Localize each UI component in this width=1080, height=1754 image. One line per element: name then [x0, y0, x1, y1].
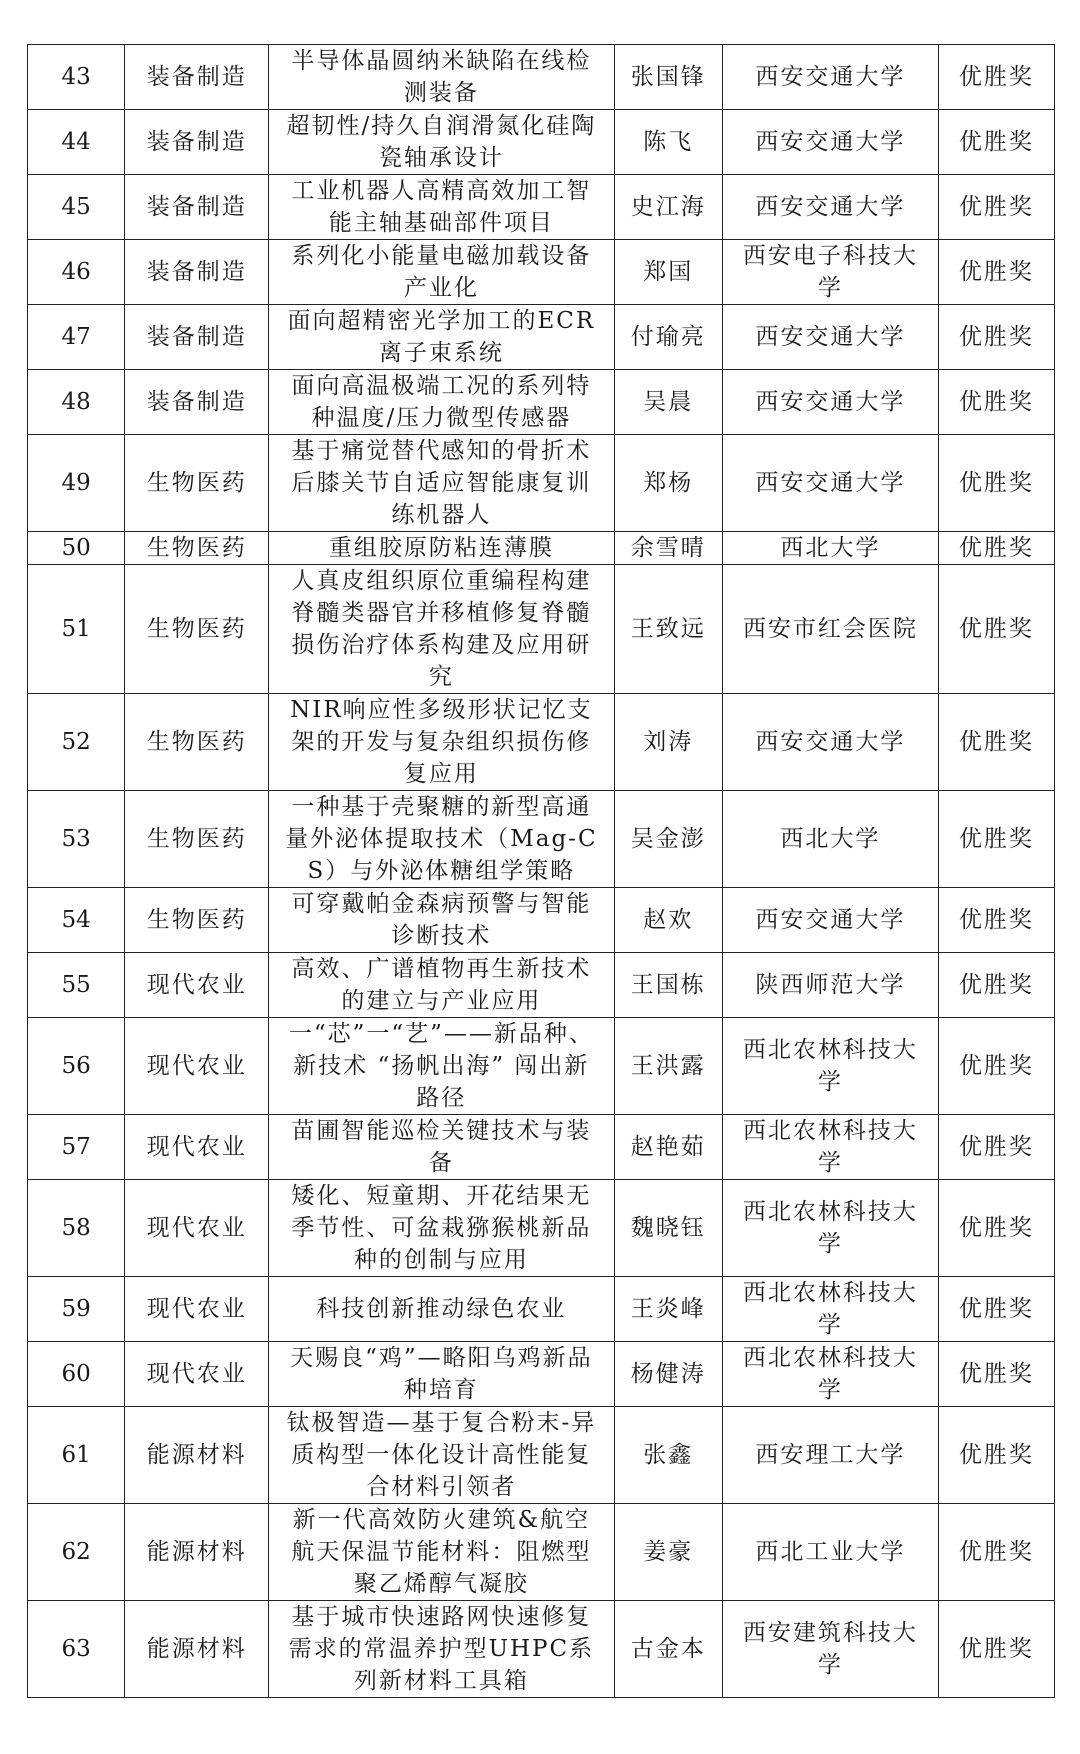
- organization-cell: 西安交通大学: [722, 45, 938, 110]
- table-row: [28, 240, 1055, 305]
- organization-cell: 西安电子科技大学: [722, 240, 938, 305]
- award-cell: 优胜奖: [938, 694, 1054, 791]
- leader-cell: 陈飞: [614, 110, 722, 175]
- table-row: [28, 1601, 1055, 1698]
- field-cell: 装备制造: [125, 240, 269, 305]
- organization-cell: 西北农林科技大学: [722, 1342, 938, 1407]
- field-cell: 生物医药: [125, 565, 269, 694]
- row-number: 44: [28, 110, 125, 175]
- table-row: [28, 370, 1055, 435]
- leader-cell: 赵欢: [614, 888, 722, 953]
- award-cell: 优胜奖: [938, 110, 1054, 175]
- table-row: [28, 305, 1055, 370]
- row-number: 48: [28, 370, 125, 435]
- field-cell: 能源材料: [125, 1601, 269, 1698]
- award-cell: 优胜奖: [938, 45, 1054, 110]
- project-name-cell: 天赐良“鸡”—略阳乌鸡新品种培育: [269, 1342, 614, 1407]
- field-cell: 现代农业: [125, 953, 269, 1018]
- field-cell: 装备制造: [125, 175, 269, 240]
- project-name-cell: 重组胶原防粘连薄膜: [269, 532, 614, 565]
- award-cell: 优胜奖: [938, 435, 1054, 532]
- organization-cell: 西安建筑科技大学: [722, 1601, 938, 1698]
- row-number: 62: [28, 1504, 125, 1601]
- leader-cell: 杨健涛: [614, 1342, 722, 1407]
- award-cell: 优胜奖: [938, 370, 1054, 435]
- row-number: 53: [28, 791, 125, 888]
- row-number: 47: [28, 305, 125, 370]
- leader-cell: 赵艳茹: [614, 1115, 722, 1180]
- project-name-cell: 面向高温极端工况的系列特种温度/压力微型传感器: [269, 370, 614, 435]
- field-cell: 生物医药: [125, 888, 269, 953]
- project-name-cell: 超韧性/持久自润滑氮化硅陶瓷轴承设计: [269, 110, 614, 175]
- organization-cell: 西北大学: [722, 791, 938, 888]
- table-row: [28, 1180, 1055, 1277]
- project-name-cell: 系列化小能量电磁加载设备产业化: [269, 240, 614, 305]
- award-cell: 优胜奖: [938, 532, 1054, 565]
- leader-cell: 付瑜亮: [614, 305, 722, 370]
- organization-cell: 西北工业大学: [722, 1504, 938, 1601]
- field-cell: 能源材料: [125, 1407, 269, 1504]
- organization-cell: 陕西师范大学: [722, 953, 938, 1018]
- project-name-cell: 可穿戴帕金森病预警与智能诊断技术: [269, 888, 614, 953]
- row-number: 50: [28, 532, 125, 565]
- leader-cell: 余雪晴: [614, 532, 722, 565]
- row-number: 45: [28, 175, 125, 240]
- project-name-cell: 钛极智造—基于复合粉末-异质构型一体化设计高性能复合材料引领者: [269, 1407, 614, 1504]
- row-number: 60: [28, 1342, 125, 1407]
- table-row: [28, 1407, 1055, 1504]
- field-cell: 生物医药: [125, 435, 269, 532]
- table-row: [28, 1342, 1055, 1407]
- project-name-cell: 基于痛觉替代感知的骨折术后膝关节自适应智能康复训练机器人: [269, 435, 614, 532]
- project-name-cell: 基于城市快速路网快速修复需求的常温养护型UHPC系列新材料工具箱: [269, 1601, 614, 1698]
- table-row: [28, 1115, 1055, 1180]
- project-name-cell: NIR响应性多级形状记忆支架的开发与复杂组织损伤修复应用: [269, 694, 614, 791]
- organization-cell: 西安交通大学: [722, 694, 938, 791]
- table-row: [28, 45, 1055, 110]
- field-cell: 现代农业: [125, 1180, 269, 1277]
- organization-cell: 西安理工大学: [722, 1407, 938, 1504]
- project-name-cell: 高效、广谱植物再生新技术的建立与产业应用: [269, 953, 614, 1018]
- award-cell: 优胜奖: [938, 1407, 1054, 1504]
- award-cell: 优胜奖: [938, 1018, 1054, 1115]
- organization-cell: 西北农林科技大学: [722, 1180, 938, 1277]
- award-cell: 优胜奖: [938, 1180, 1054, 1277]
- project-name-cell: 一种基于壳聚糖的新型高通量外泌体提取技术（Mag-CS）与外泌体糖组学策略: [269, 791, 614, 888]
- table-row: [28, 888, 1055, 953]
- leader-cell: 郑国: [614, 240, 722, 305]
- table-row: [28, 565, 1055, 694]
- table-row: [28, 694, 1055, 791]
- row-number: 49: [28, 435, 125, 532]
- organization-cell: 西安交通大学: [722, 435, 938, 532]
- award-cell: 优胜奖: [938, 565, 1054, 694]
- table-row: [28, 532, 1055, 565]
- leader-cell: 吴晨: [614, 370, 722, 435]
- row-number: 63: [28, 1601, 125, 1698]
- award-cell: 优胜奖: [938, 791, 1054, 888]
- leader-cell: 古金本: [614, 1601, 722, 1698]
- leader-cell: 王致远: [614, 565, 722, 694]
- table-row: [28, 953, 1055, 1018]
- award-cell: 优胜奖: [938, 953, 1054, 1018]
- organization-cell: 西安交通大学: [722, 305, 938, 370]
- award-cell: 优胜奖: [938, 175, 1054, 240]
- table-row: [28, 791, 1055, 888]
- leader-cell: 张国锋: [614, 45, 722, 110]
- leader-cell: 王炎峰: [614, 1277, 722, 1342]
- table-body: [28, 45, 1055, 1698]
- field-cell: 现代农业: [125, 1342, 269, 1407]
- award-cell: 优胜奖: [938, 1601, 1054, 1698]
- field-cell: 装备制造: [125, 305, 269, 370]
- award-cell: 优胜奖: [938, 305, 1054, 370]
- field-cell: 生物医药: [125, 694, 269, 791]
- row-number: 43: [28, 45, 125, 110]
- row-number: 57: [28, 1115, 125, 1180]
- organization-cell: 西北农林科技大学: [722, 1115, 938, 1180]
- field-cell: 装备制造: [125, 45, 269, 110]
- organization-cell: 西北大学: [722, 532, 938, 565]
- field-cell: 能源材料: [125, 1504, 269, 1601]
- row-number: 58: [28, 1180, 125, 1277]
- leader-cell: 姜豪: [614, 1504, 722, 1601]
- row-number: 55: [28, 953, 125, 1018]
- table-row: [28, 175, 1055, 240]
- table-row: [28, 435, 1055, 532]
- project-name-cell: 矮化、短童期、开花结果无季节性、可盆栽猕猴桃新品种的创制与应用: [269, 1180, 614, 1277]
- field-cell: 生物医药: [125, 791, 269, 888]
- field-cell: 装备制造: [125, 110, 269, 175]
- leader-cell: 王国栋: [614, 953, 722, 1018]
- field-cell: 装备制造: [125, 370, 269, 435]
- leader-cell: 吴金澎: [614, 791, 722, 888]
- leader-cell: 刘涛: [614, 694, 722, 791]
- row-number: 61: [28, 1407, 125, 1504]
- project-name-cell: 工业机器人高精高效加工智能主轴基础部件项目: [269, 175, 614, 240]
- organization-cell: 西北农林科技大学: [722, 1018, 938, 1115]
- project-name-cell: 新一代高效防火建筑&航空航天保温节能材料：阻燃型聚乙烯醇气凝胶: [269, 1504, 614, 1601]
- organization-cell: 西安交通大学: [722, 175, 938, 240]
- row-number: 56: [28, 1018, 125, 1115]
- field-cell: 生物医药: [125, 532, 269, 565]
- organization-cell: 西安交通大学: [722, 888, 938, 953]
- field-cell: 现代农业: [125, 1115, 269, 1180]
- leader-cell: 魏晓钰: [614, 1180, 722, 1277]
- project-name-cell: 半导体晶圆纳米缺陷在线检测装备: [269, 45, 614, 110]
- table-row: [28, 1018, 1055, 1115]
- project-name-cell: 面向超精密光学加工的ECR离子束系统: [269, 305, 614, 370]
- leader-cell: 史江海: [614, 175, 722, 240]
- table-row: [28, 1504, 1055, 1601]
- award-table: [27, 44, 1055, 1698]
- award-cell: 优胜奖: [938, 888, 1054, 953]
- project-name-cell: 一“芯”一“艺”——新品种、新技术 “扬帆出海” 闯出新路径: [269, 1018, 614, 1115]
- award-cell: 优胜奖: [938, 1277, 1054, 1342]
- project-name-cell: 科技创新推动绿色农业: [269, 1277, 614, 1342]
- award-cell: 优胜奖: [938, 1504, 1054, 1601]
- leader-cell: 郑杨: [614, 435, 722, 532]
- organization-cell: 西安市红会医院: [722, 565, 938, 694]
- project-name-cell: 苗圃智能巡检关键技术与装备: [269, 1115, 614, 1180]
- award-cell: 优胜奖: [938, 1342, 1054, 1407]
- row-number: 59: [28, 1277, 125, 1342]
- project-name-cell: 人真皮组织原位重编程构建脊髓类器官并移植修复脊髓损伤治疗体系构建及应用研究: [269, 565, 614, 694]
- organization-cell: 西北农林科技大学: [722, 1277, 938, 1342]
- row-number: 51: [28, 565, 125, 694]
- row-number: 52: [28, 694, 125, 791]
- field-cell: 现代农业: [125, 1018, 269, 1115]
- row-number: 46: [28, 240, 125, 305]
- leader-cell: 王洪露: [614, 1018, 722, 1115]
- organization-cell: 西安交通大学: [722, 370, 938, 435]
- table-row: [28, 110, 1055, 175]
- leader-cell: 张鑫: [614, 1407, 722, 1504]
- organization-cell: 西安交通大学: [722, 110, 938, 175]
- table-row: [28, 1277, 1055, 1342]
- field-cell: 现代农业: [125, 1277, 269, 1342]
- award-cell: 优胜奖: [938, 240, 1054, 305]
- award-cell: 优胜奖: [938, 1115, 1054, 1180]
- row-number: 54: [28, 888, 125, 953]
